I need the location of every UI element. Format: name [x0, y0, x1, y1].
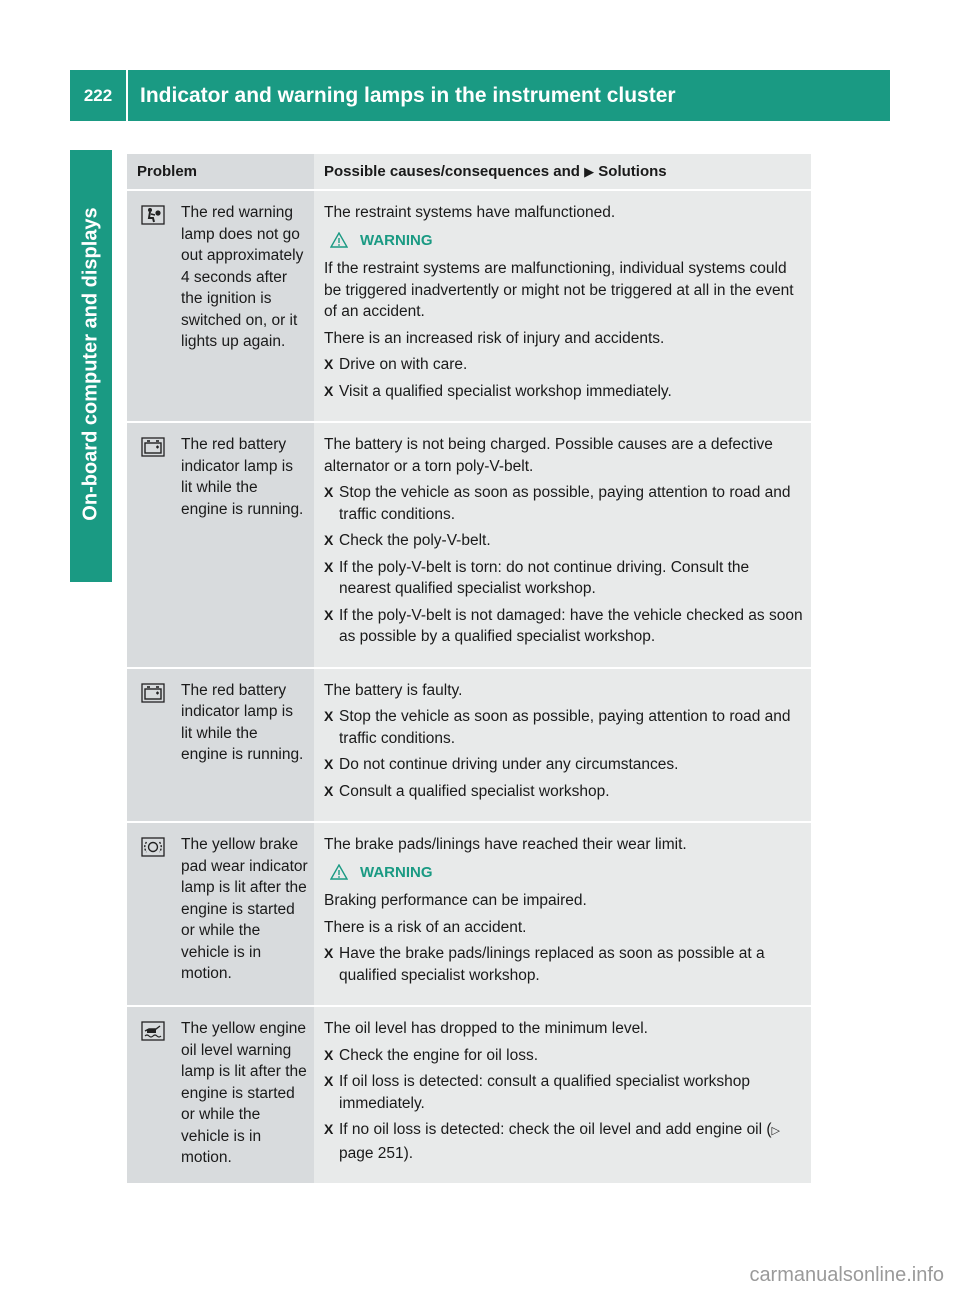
page-title: Indicator and warning lamps in the instrument cluster	[140, 83, 676, 107]
step-arrow-icon: X	[324, 708, 334, 724]
table-row	[127, 190, 811, 422]
problem-text: The yellow engine oil level warning lamp is lit after the engine is started or while the vehicle is in motion.	[181, 1020, 307, 1166]
cause-text: The oil level has dropped to the minimum level.	[324, 1020, 648, 1037]
instruction-step: X Check the engine for oil loss.	[324, 1045, 803, 1067]
step-arrow-icon: X	[324, 756, 334, 772]
page-header	[70, 70, 890, 121]
risk-text: There is a risk of an accident.	[324, 918, 527, 936]
problem-cell	[127, 822, 314, 1006]
table-row	[127, 668, 811, 823]
warning-text: If the restraint systems are malfunctioning, individual systems could be triggered inadvertently or might not be triggered at all in the event of an accident.	[324, 260, 794, 320]
instruction-step: X Stop the vehicle as soon as possible, paying attention to road and traffic conditions.	[324, 482, 803, 525]
instruction-step: X Consult a qualified specialist workshop.	[324, 781, 803, 803]
column-header-solutions	[314, 154, 811, 190]
column-header-causes-text: Possible causes/consequences and	[324, 162, 580, 180]
step-text: If no oil loss is detected: check the oil level and add engine oil (	[339, 1121, 772, 1138]
table-header-row	[127, 154, 811, 190]
warning-label: WARNING	[360, 231, 433, 249]
step-arrow-icon: X	[324, 558, 334, 575]
cause-text: The restraint systems have malfunctioned.	[324, 204, 616, 221]
warning-triangle-icon	[324, 864, 354, 880]
problem-cell	[127, 190, 314, 422]
warning-label: WARNING	[360, 863, 433, 881]
solution-arrow-icon: ▶	[584, 163, 595, 179]
battery-icon	[141, 680, 181, 766]
instruction-step: X Check the poly-V-belt.	[324, 530, 803, 552]
table-row	[127, 1006, 811, 1183]
cause-text: The battery is not being charged. Possible causes are a defective alternator or a torn poly-V-belt.	[324, 436, 773, 475]
risk-text: There is an increased risk of injury and accidents.	[324, 329, 665, 347]
step-arrow-icon: X	[324, 484, 334, 500]
warning-text: Braking performance can be impaired.	[324, 892, 587, 909]
indicator-lamp-table	[127, 154, 811, 1183]
step-arrow-icon: X	[324, 532, 334, 548]
step-arrow-icon: X	[324, 1073, 334, 1089]
instruction-step: X Visit a qualified specialist workshop immediately.	[324, 381, 803, 403]
warning-triangle-icon	[324, 232, 354, 248]
problem-text: The red warning lamp does not go out approximately 4 seconds after the ignition is switched on, or it lights up again.	[181, 204, 304, 350]
instruction-step	[324, 1119, 803, 1164]
cause-text: The brake pads/linings have reached their wear limit.	[324, 836, 687, 853]
instruction-step: X If the poly-V-belt is not damaged: have the vehicle checked as soon as possible by a qualified specialist workshop.	[324, 605, 803, 648]
instruction-step: X Drive on with care.	[324, 354, 803, 376]
problem-text: The yellow brake pad wear indicator lamp is lit after the engine is started or while the vehicle is in motion.	[181, 836, 308, 982]
instruction-step: X Have the brake pads/linings replaced as soon as possible at a qualified specialist workshop.	[324, 943, 803, 986]
engine-oil-level-icon	[141, 1018, 181, 1169]
table-row	[127, 422, 811, 668]
problem-text: The red battery indicator lamp is lit while the engine is running.	[181, 681, 304, 763]
problem-text: The red battery indicator lamp is lit while the engine is running.	[181, 436, 304, 518]
solution-cell	[314, 1006, 811, 1183]
problem-cell	[127, 422, 314, 668]
page-number: 222	[83, 85, 113, 105]
instruction-step: X Do not continue driving under any circumstances.	[324, 754, 803, 776]
column-header-problem: Problem	[127, 154, 314, 190]
page-reference-icon: ▷	[771, 1125, 781, 1137]
solution-cell	[314, 668, 811, 823]
solution-cell	[314, 422, 811, 668]
cause-text: The battery is faulty.	[324, 681, 463, 699]
step-arrow-icon: X	[324, 356, 334, 372]
solution-cell	[314, 190, 811, 422]
step-arrow-icon: X	[324, 382, 334, 399]
problem-cell	[127, 1006, 314, 1183]
chapter-tab-label: On-board computer and displays	[79, 207, 102, 521]
step-arrow-icon: X	[324, 606, 334, 623]
solution-cell	[314, 822, 811, 1006]
step-arrow-icon: X	[324, 782, 334, 799]
step-arrow-icon: X	[324, 1121, 334, 1137]
warning-heading	[324, 862, 803, 884]
seat-occupant-restraint-icon	[141, 202, 181, 353]
page-reference-link[interactable]: page 251).	[339, 1144, 414, 1162]
table-row	[127, 822, 811, 1006]
instruction-step: X If oil loss is detected: consult a qualified specialist workshop immediately.	[324, 1071, 803, 1114]
problem-cell	[127, 668, 314, 823]
watermark: carmanualsonline.info	[749, 1264, 944, 1286]
battery-icon	[141, 434, 181, 520]
brake-pad-wear-icon	[141, 834, 181, 985]
warning-heading	[324, 230, 803, 252]
step-arrow-icon: X	[324, 1046, 334, 1063]
instruction-step: X If the poly-V-belt is torn: do not continue driving. Consult the nearest qualified specialist workshop.	[324, 557, 803, 600]
instruction-step: X Stop the vehicle as soon as possible, paying attention to road and traffic conditions.	[324, 706, 803, 749]
step-arrow-icon: X	[324, 945, 334, 961]
column-header-solutions-text: Solutions	[598, 162, 667, 180]
